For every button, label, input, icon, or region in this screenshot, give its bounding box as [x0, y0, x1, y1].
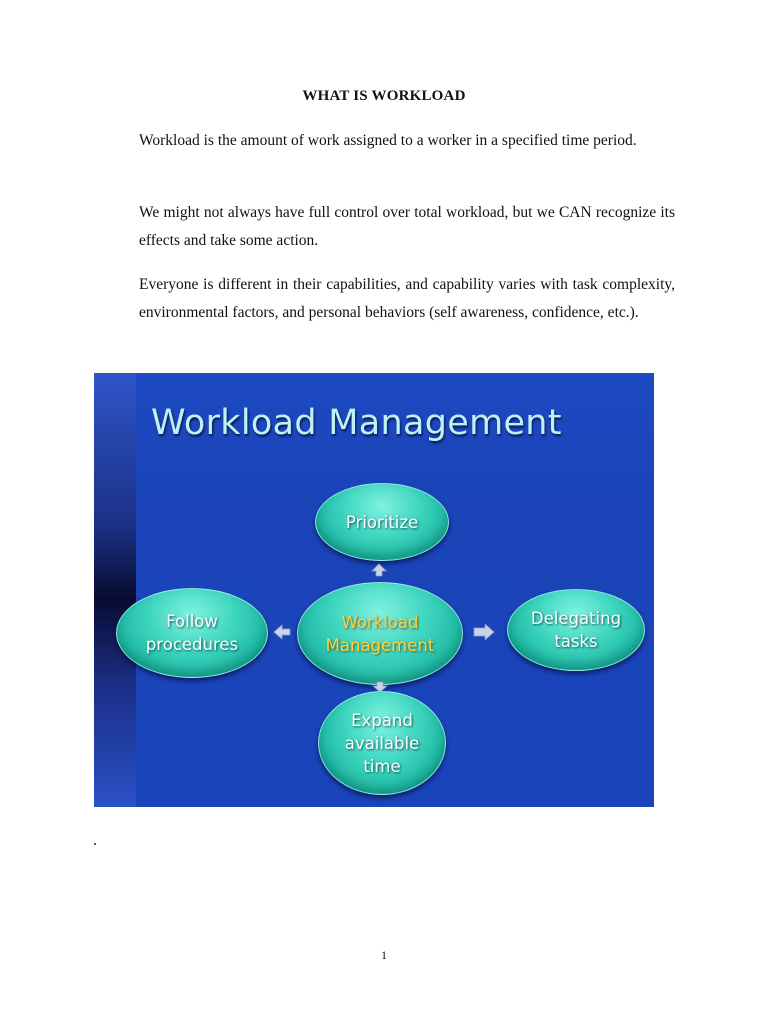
node-expand-available-time: Expand available time: [318, 691, 446, 795]
arrow-up-icon: [371, 563, 387, 577]
node-prioritize: Prioritize: [315, 483, 449, 561]
paragraph-control: We might not always have full control over total workload, but we CAN recognize its effects and take some action.: [139, 204, 675, 249]
figure-title: Workload Management: [151, 403, 562, 443]
node-delegating-tasks: Delegating tasks: [507, 589, 645, 671]
trailing-mark: .: [93, 832, 97, 849]
node-workload-management: Workload Management: [297, 582, 463, 685]
paragraph-capabilities: Everyone is different in their capabilities, and capability varies with task complexity, environmental factors, and personal behaviors (self awareness, confidence, etc.).: [139, 276, 675, 321]
arrow-right-icon: [473, 622, 495, 642]
workload-management-figure: [94, 373, 654, 807]
page-number: 1: [381, 948, 387, 962]
arrow-down-icon: [372, 681, 388, 693]
paragraph-definition: Workload is the amount of work assigned to a worker in a specified time period.: [139, 132, 637, 149]
page-title: WHAT IS WORKLOAD: [302, 88, 466, 104]
arrow-left-icon: [273, 623, 291, 641]
node-follow-procedures: Follow procedures: [116, 588, 268, 678]
figure-left-edge-shading: [94, 373, 136, 807]
